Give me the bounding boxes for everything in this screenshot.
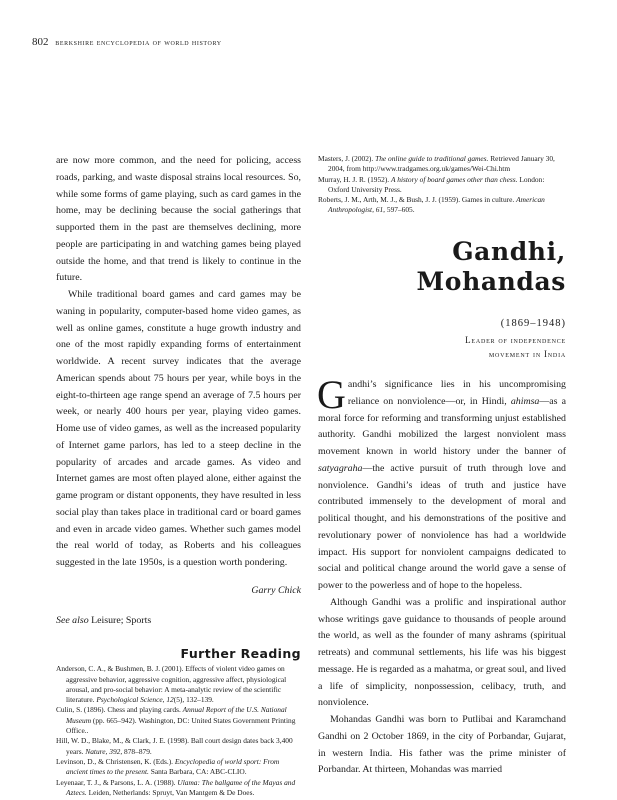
reference-item: Murray, H. J. R. (1952). A history of board games other than chess. London: Oxford University Press. <box>318 174 545 194</box>
body-paragraph: Gandhi’s significance lies in his uncompromising reliance on nonviolence—or, in Hindi, ahimsa—as a moral force for reforming and transforming unjust established authority. Gandhi mobilized the largest nonviolent mass movement known in world history under the banner of satyagraha—the active pursuit of truth through love and nonviolence. Gandhi’s ideas of truth and justice have contributed immensely to the development of moral and political thought, and his demonstrations of the positive and revolutionary power of nonviolence has had a worldwide impact. His support for nonviolent campaigns dedicated to social and political change around the world gave a sense of power to the powerless and of hope to the hopeless. <box>317 372 567 591</box>
left-column <box>56 153 301 798</box>
further-reading-heading: Further Reading <box>180 646 301 662</box>
reference-list-continued <box>318 154 566 216</box>
reference-item: Hill, W. D., Blake, M., & Clark, J. E. (1998). Ball court design dates back 3,400 years. Nature, 392, 878–879. <box>56 736 293 756</box>
author-byline: Garry Chick <box>251 584 301 596</box>
running-head <box>32 36 222 48</box>
reference-item: Anderson, C. A., & Bushmen, B. J. (2001). Effects of violent video games on aggressive behavior, aggressive cognition, aggressive affect, physiological arousal, and pro-social behavior: A meta-analytic review of the scientific literature. Psychological Science, 12(5), 132–139. <box>56 664 287 705</box>
reference-item: Masters, J. (2002). The online guide to traditional games. Retrieved January 30, 2004, from http://www.tradgames.org.uk/games/Wei-Chi.htm <box>318 154 555 174</box>
see-also-items: Leisure; Sports <box>88 614 152 626</box>
see-also-label: See also <box>56 614 89 626</box>
entry-title-line: Gandhi, <box>452 237 566 266</box>
entry-subtitle: Leader of independence movement in India <box>465 335 566 359</box>
reference-item: Levinson, D., & Christensen, K. (Eds.). Encyclopedia of world sport: From ancient times to the present. Santa Barbara, CA: ABC-CLIO. <box>56 756 280 777</box>
entry-title <box>306 237 566 297</box>
article-body <box>317 372 567 779</box>
book-title: berkshire encyclopedia of world history <box>55 37 222 47</box>
reference-list <box>56 664 301 798</box>
reference-item: Leyenaar, T. J., & Parsons, L. A. (1988). Ulama: The ballgame of the Mayas and Aztecs. Leiden, Netherlands: Spruyt, Van Mantgem & De Does. <box>56 777 296 797</box>
body-paragraph: Mohandas Gandhi was born to Putlibai and Karamchand Gandhi on 2 October 1869, in the city of Porbandar, Gujarat, in western India. His father was the prime minister of Porbandar. At thirteen, Mohandas was married <box>318 714 566 776</box>
see-also <box>56 613 301 630</box>
entry-title-line: Mohandas <box>416 267 566 296</box>
body-paragraph: Although Gandhi was a prolific and inspirational author whose writings gave guidance to thousands of people around the world, as well as the founder of many ashrams (spiritual retreats) and communal settlements, his life was his biggest message. He is regarded as a mahatma, or great soul, and lived a life of simplicity, nonpossession, celibacy, truth, and nonviolence. <box>318 596 566 709</box>
body-paragraph: While traditional board games and card games may be waning in popularity, computer-based home video games, as well as online games, constitute a huge growth industry and one of the most rapidly expanding forms of entertainment worldwide. A recent survey indicates that the average American spends about 75 hours per year, while boys in the eight-to-thirteen age range spend an average of 7.5 hours per week, or nearly 400 hours per year, playing video games. Home use of video games, as well as the increased popularity of Internet game parlors, has led to a steep decline in the popularity of arcades and arcade games. As video and Internet games are most often played alone, either against the game program or distant opponents, they have resulted in less social play than takes place in traditional card or board games and even in arcade video games. Whether such games model the real world of today, as Roberts and his colleagues suggested in the late 1950s, is a question worth pondering. <box>56 289 301 568</box>
page-number: 802 <box>32 36 49 48</box>
reference-item: Roberts, J. M., Arth, M. J., & Bush, J. J. (1959). Games in culture. American Anthropologist, 61, 597–605. <box>318 195 545 215</box>
body-paragraph: are now more common, and the need for policing, access roads, parking, and waste disposal strains local resources. So, while some forms of game playing, such as card games in the home, may be declining because the social gatherings that supported them in the past are themselves declining, more people are participating in and watching games being played outside the home, and that trend is likely to continue in the future. <box>56 155 301 284</box>
entry-dates: (1869–1948) <box>500 318 566 329</box>
drop-cap: G <box>317 372 346 417</box>
reference-item: Culin, S. (1896). Chess and playing cards. Annual Report of the U.S. National Museum (pp. 665–942). Washington, DC: United States Government Printing Office.. <box>56 705 296 736</box>
